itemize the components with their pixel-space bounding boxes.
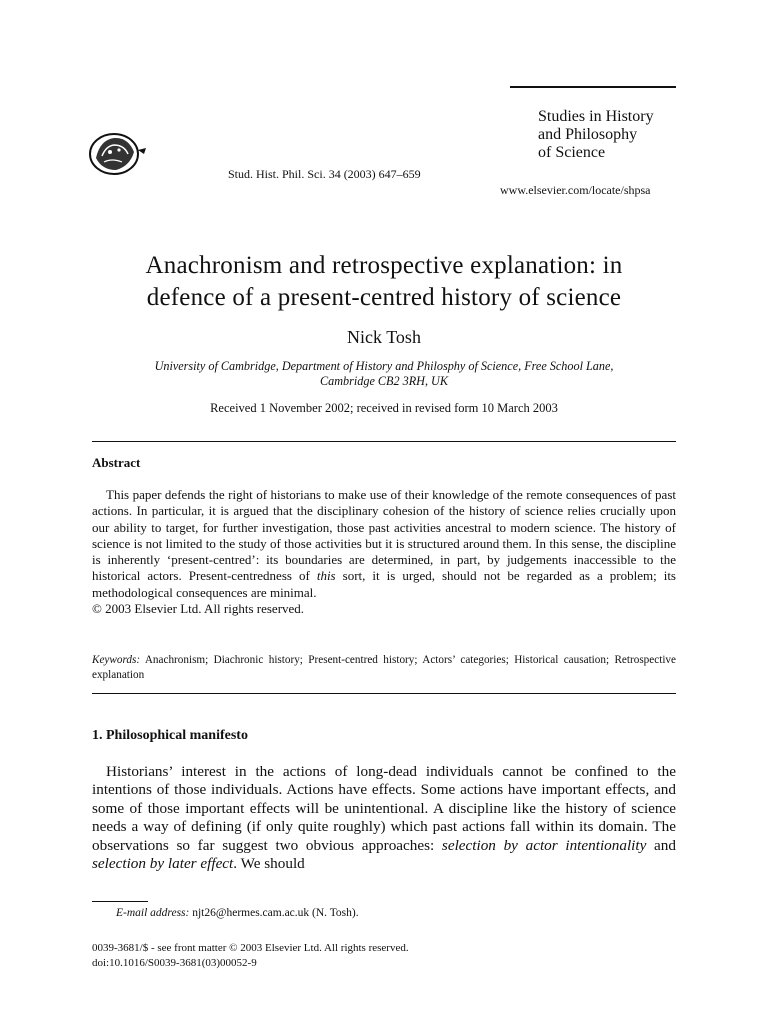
footnote-label: E-mail address: [116,907,190,919]
author-affiliation [90,359,678,389]
front-matter-line: 0039-3681/$ - see front matter © 2003 Elsevier Ltd. All rights reserved. [92,942,409,954]
abstract-text: sort, it is urged, should not be regarded as a problem; its methodological consequences are minimal. [92,568,676,600]
body-emphasis: selection by actor intentionality [441,836,647,854]
keywords-label: Keywords: [92,654,141,666]
keywords-text: Anachronism; Diachronic history; Present-centred history; Actors’ categories; Historical causation; Retrospective explanation [92,654,676,681]
section-heading: 1. Philosophical manifesto [92,728,248,743]
body-text: . We should [233,855,305,873]
abstract-emphasis: this [316,568,336,584]
journal-citation: Stud. Hist. Phil. Sci. 34 (2003) 647–659 [228,167,421,181]
journal-name-line: of Science [538,144,606,161]
author-name: Nick Tosh [347,327,421,347]
abstract-heading: Abstract [92,455,141,470]
body-text: and [646,836,676,854]
abstract-paragraph [92,487,676,601]
divider [92,693,676,694]
journal-url-link[interactable]: www.elsevier.com/locate/shpsa [500,183,651,197]
abstract-body [92,487,676,617]
received-dates: Received 1 November 2002; received in revised form 10 March 2003 [210,401,558,415]
journal-name-block [510,86,676,162]
title-line: defence of a present-centred history of science [146,284,622,311]
front-matter [92,941,409,971]
footnote-email[interactable]: njt26@hermes.cam.ac.uk (N. Tosh). [192,907,359,919]
abstract-text: This paper defends the right of historians to make use of their knowledge of the remote consequences of past actions. In particular, it is argued that the disciplinary cohesion of the history of science relies crucially upon our ability to target, for further investigation, those past activities ancestral to modern science. The history of science is not limited to the study of those activities but it is structured around them. In this sense, the discipline is inherently ‘present-centred’: its boundaries are determined, in part, by judgements inaccessible to the historical actors. Present-centredness of [92,487,676,584]
article-title [60,250,708,314]
abstract-copyright: © 2003 Elsevier Ltd. All rights reserved. [92,601,305,617]
body-text: Historians’ interest in the actions of long-dead individuals cannot be confined to the intentions of those individuals. Actions have effects. Some actions have important effects, and some of those important effects will be unintentional. A discipline like the history of science needs a way of defining (if only quite roughly) which past actions fall within its domain. The observations so far suggest two obvious approaches: [92,763,676,854]
elsevier-tree-logo-icon [86,128,150,180]
title-line: Anachronism and retrospective explanation: in [145,252,623,279]
footnote-divider [92,901,148,902]
doi-line: doi:10.1016/S0039-3681(03)00052-9 [92,957,257,969]
body-paragraph [92,763,676,873]
footnote [116,907,359,919]
affiliation-line: Cambridge CB2 3RH, UK [320,374,448,388]
journal-name-line: and Philosophy [538,126,638,143]
journal-name-line: Studies in History [538,108,654,125]
keywords [92,653,676,683]
section-body [92,763,676,873]
divider [92,441,676,442]
body-emphasis: selection by later effect [92,855,234,873]
affiliation-line: University of Cambridge, Department of History and Philosphy of Science, Free School Lane, [154,359,614,373]
